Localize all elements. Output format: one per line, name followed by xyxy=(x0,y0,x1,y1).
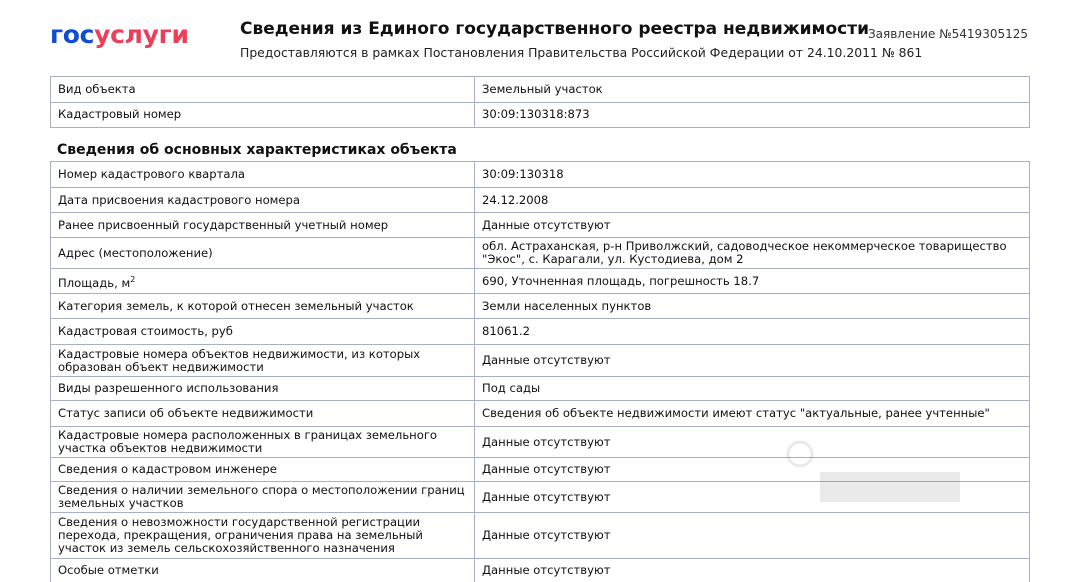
row-label xyxy=(51,482,475,513)
table-row xyxy=(51,77,1030,103)
table-row xyxy=(51,162,1030,188)
row-value: 30:09:130318 xyxy=(475,162,1030,188)
row-label-text: Ранее присвоенный государственный учетный номер xyxy=(58,217,389,232)
row-label-text: Номер кадастрового квартала xyxy=(58,167,246,181)
row-label xyxy=(51,401,475,427)
table-row xyxy=(51,213,1030,238)
characteristics-table xyxy=(50,161,1030,582)
row-label-text: Особые отметки xyxy=(58,563,159,577)
row-label-text: Вид объекта xyxy=(58,81,136,96)
table-row xyxy=(51,294,1030,319)
table-row xyxy=(51,269,1030,294)
row-value: Данные отсутствуют xyxy=(475,559,1030,582)
row-label-text: Кадастровый номер xyxy=(58,107,182,122)
table-row xyxy=(51,401,1030,427)
row-label-text: Площадь, м xyxy=(58,275,131,290)
row-value: обл. Астраханская, р-н Приволжский, садоводческое некоммерческое товарищество "Экос", с. Карагали, ул. Кустодиева, дом 2 xyxy=(475,238,1030,269)
unit-superscript: 2 xyxy=(130,274,136,284)
table-row xyxy=(51,345,1030,377)
application-number: Заявление №5419305125 xyxy=(867,27,1028,41)
row-value: Сведения об объекте недвижимости имеют статус "актуальные, ранее учтенные" xyxy=(475,401,1030,427)
row-label xyxy=(51,513,475,559)
row-label xyxy=(51,269,475,294)
row-label xyxy=(51,377,475,401)
row-value: Данные отсутствуют xyxy=(475,345,1030,377)
row-label xyxy=(51,427,475,458)
row-value: Данные отсутствуют xyxy=(475,513,1030,559)
document-subtitle: Предоставляются в рамках Постановления Правительства Российской Федерации от 24.10.2011 № 861 xyxy=(240,45,923,60)
row-value: 30:09:130318:873 xyxy=(475,102,1030,128)
object-info-table xyxy=(50,76,1030,128)
row-label-text: Сведения о невозможности государственной регистрации перехода, прекращения, ограничения права на земельный участок из земель сельскохозяйственного назначения xyxy=(58,515,423,555)
document-title: Сведения из Единого государственного реестра недвижимости xyxy=(240,19,869,39)
row-value: Данные отсутствуют xyxy=(475,482,1030,513)
table-row xyxy=(51,559,1030,582)
logo-part-gos: гос xyxy=(50,20,95,49)
row-label-text: Кадастровые номера объектов недвижимости, из которых образован объект недвижимости xyxy=(58,346,421,374)
row-value: Данные отсутствуют xyxy=(475,213,1030,238)
row-label-text: Статус записи об объекте недвижимости xyxy=(58,406,314,420)
row-label xyxy=(51,162,475,188)
row-label xyxy=(51,559,475,582)
document-header xyxy=(0,0,1079,70)
row-label-text: Адрес (местоположение) xyxy=(58,245,213,260)
row-label xyxy=(51,102,475,128)
table-row xyxy=(51,188,1030,213)
table-row xyxy=(51,377,1030,401)
logo-part-uslugi: услуги xyxy=(94,20,189,49)
table-row xyxy=(51,238,1030,269)
row-label xyxy=(51,294,475,319)
row-label xyxy=(51,319,475,345)
row-value: 24.12.2008 xyxy=(475,188,1030,213)
row-label-text: Сведения о кадастровом инженере xyxy=(58,462,277,476)
row-label xyxy=(51,188,475,213)
row-label-text: Виды разрешенного использования xyxy=(58,381,279,395)
row-value: Данные отсутствуют xyxy=(475,427,1030,458)
row-label xyxy=(51,458,475,482)
row-value: 81061.2 xyxy=(475,319,1030,345)
row-label xyxy=(51,345,475,377)
row-label-text: Сведения о наличии земельного спора о местоположении границ земельных участков xyxy=(58,483,465,510)
row-value: Земли населенных пунктов xyxy=(475,294,1030,319)
table-row xyxy=(51,319,1030,345)
table-row xyxy=(51,427,1030,458)
row-value: Под сады xyxy=(475,377,1030,401)
row-label xyxy=(51,238,475,269)
row-label xyxy=(51,213,475,238)
table-row xyxy=(51,102,1030,128)
row-value: Данные отсутствуют xyxy=(475,458,1030,482)
row-label-text: Кадастровые номера расположенных в границах земельного участка объектов недвижимости xyxy=(58,428,438,455)
section-title: Сведения об основных характеристиках объекта xyxy=(57,142,457,158)
gosuslugi-logo xyxy=(50,20,189,50)
row-value: 690, Уточненная площадь, погрешность 18.7 xyxy=(475,269,1030,294)
row-label-text: Категория земель, к которой отнесен земельный участок xyxy=(58,298,414,313)
row-label xyxy=(51,77,475,103)
table-row xyxy=(51,513,1030,559)
row-value: Земельный участок xyxy=(475,77,1030,103)
table-row xyxy=(51,458,1030,482)
table-row xyxy=(51,482,1030,513)
row-label-text: Дата присвоения кадастрового номера xyxy=(58,192,301,207)
row-label-text: Кадастровая стоимость, руб xyxy=(58,324,233,338)
